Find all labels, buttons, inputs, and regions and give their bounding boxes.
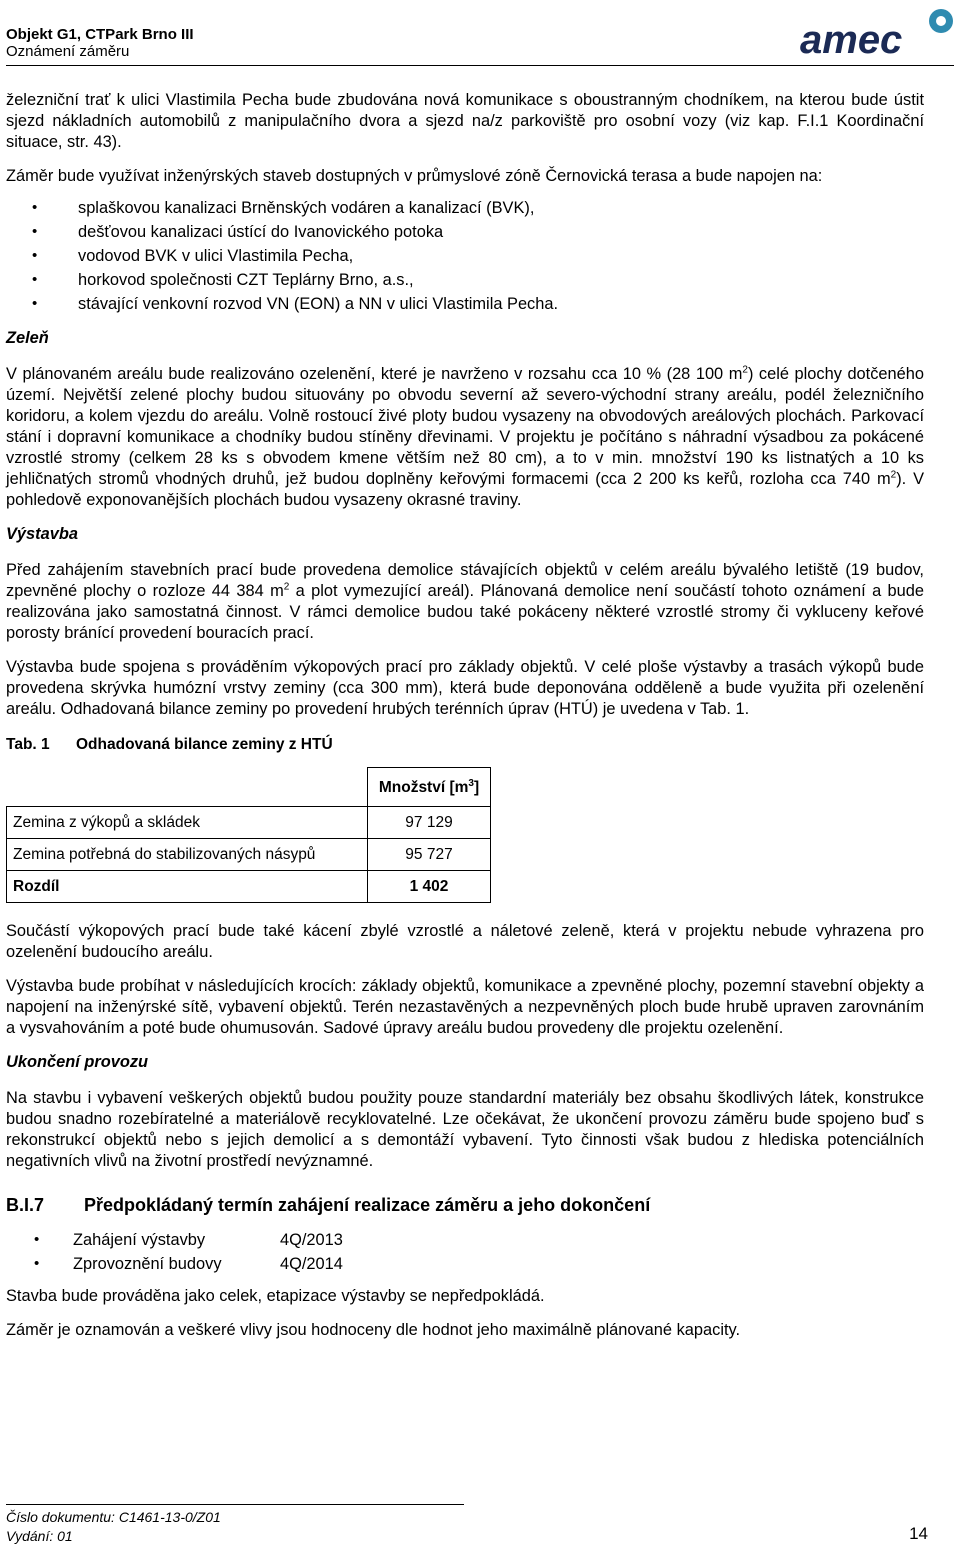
list-item: • Zahájení výstavby 4Q/2013 xyxy=(6,1228,924,1252)
soil-balance-table xyxy=(6,767,491,903)
stage-paragraph: Stavba bude prováděna jako celek, etapizace výstavby se nepředpokládá. xyxy=(6,1287,545,1305)
quantity-header: Množství $[m^3]$ xyxy=(368,768,491,807)
header-divider xyxy=(6,65,954,66)
list-item: • Zprovoznění budovy 4Q/2014 xyxy=(6,1252,924,1276)
page-number: 14 xyxy=(909,1524,928,1543)
end-of-operation-heading: Ukončení provozu xyxy=(6,1053,149,1071)
steps-paragraph: Výstavba bude probíhat v následujících krocích: základy objektů, komunikace a zpevněné plochy, pozemní stavební objekty a napojení na inženýrské sítě, vybavení objektů. Terén nezastavěných a nezpevněných ploch bude hrubě upraven zarovnáním a vysvahováním a poté bude ohumusován. Sadové úpravy areálu budou provedeny dle projektu ozelenění. xyxy=(6,977,924,1037)
document-subtitle: Oznámení záměru xyxy=(6,43,130,60)
table-number: Tab. 1 xyxy=(6,736,50,753)
section-heading xyxy=(6,1194,924,1216)
list-item: • vodovod BVK v ulici Vlastimila Pecha, xyxy=(6,244,924,268)
document-number: Číslo dokumentu: C1461-13-0/Z01 xyxy=(6,1509,221,1525)
page-footer xyxy=(6,1504,954,1546)
table-row: Zemina potřebná do stabilizovaných násypů 95 727 xyxy=(7,839,491,871)
list-item: • dešťovou kanalizaci ústící do Ivanovického potoka xyxy=(6,220,924,244)
list-item: • splaškovou kanalizaci Brněnských vodáren a kanalizací (BVK), xyxy=(6,196,924,220)
felling-paragraph: Součástí výkopových prací bude také kácení zbylé vzrostlé a náletové zeleně, která v projektu nebude vyhrazena pro ozelenění budoucího areálu. xyxy=(6,922,924,961)
construction-heading: Výstavba xyxy=(6,525,78,543)
section-number: B.I.7 xyxy=(6,1195,45,1215)
greenery-heading: Zeleň xyxy=(6,329,49,347)
page-header xyxy=(6,18,956,64)
table-title: Odhadovaná bilance zeminy z HTÚ xyxy=(76,736,333,753)
construction-paragraph-1: Před zahájením stavebních prací bude provedena demolice stávajících objektů v celém areálu bývalého letiště (19 budov, zpevněné plochy o rozloze 44 384 $m^2$ a plot vymezující areál). Plánovaná demolice není součástí tohoto oznámení a bude realizována jako samostatná činnost. V rámci demolice budou také pokáceny některé vzrostlé stromy či vykluceny keřové porosty bránící provedení bouracích prací. xyxy=(6,561,924,642)
section-title: Předpokládaný termín zahájení realizace záměru a jeho dokončení xyxy=(84,1195,651,1215)
greenery-paragraph: V plánovaném areálu bude realizováno ozelenění, které je navrženo v rozsahu cca 10 % (28 100 $m^2$) celé plochy dotčeného území. Největší zelené plochy budou situovány po obvodu severní až severo-východní strany areálu, podél železničního koridoru, a kolem vjezdu do areálu. Volně rostoucí živé ploty budou vysazeny na obvodových areálových plochách. Parkovací stání i dopravní komunikace a chodníky budou stíněny dřevinami. V projektu je počítáno s náhradní výsadbou za pokácené vzrostlé stromy (celkem 28 ks s obvodem kmene větším než 80 cm), a to v min. množství 190 ks listnatých a 10 ks jehličnatých stromů vhodných druhů, jež budou doplněny keřovými formacemi (cca 2 200 ks keřů, rozloha cca 740 $m^2$). V pohledově exponovanějších plochách budou vysazeny okrasné traviny. xyxy=(6,364,925,509)
table-row: Zemina z výkopů a skládek 97 129 xyxy=(7,807,491,839)
edition: Vydání: 01 xyxy=(6,1528,73,1544)
logo-text: amec xyxy=(800,18,903,58)
list-item: • horkovod společnosti CZT Teplárny Brno, a.s., xyxy=(6,268,924,292)
intro-paragraph: železniční trať k ulici Vlastimila Pecha bude zbudována nová komunikace s oboustranným chodníkem, na kterou bude ústit sjezd nákladních automobilů z manipulačního dvora a sjezd na/z parkoviště pro osobní vozy (viz kap. F.I.1 Koordinační situace, str. 43). xyxy=(6,91,924,151)
connection-list xyxy=(6,196,924,316)
footer-divider xyxy=(6,1504,464,1505)
list-item: • stávající venkovní rozvod VN (EON) a NN v ulici Vlastimila Pecha. xyxy=(6,292,924,316)
table-caption xyxy=(6,734,924,755)
table-total-row: Rozdíl 1 402 xyxy=(7,871,491,903)
connection-paragraph: Záměr bude využívat inženýrských staveb dostupných v průmyslové zóně Černovická terasa a bude napojen na: xyxy=(6,167,823,185)
end-of-operation-paragraph: Na stavbu i vybavení veškerých objektů budou použity pouze standardní materiály bez obsahu škodlivých látek, konstrukce budou snadno rozebíratelné a materiálově recyklovatelné. Lze očekávat, že ukončení provozu záměru bude spojeno buď s rekonstrukcí objektů nebo s jejich demolicí a s demontáží vybavení. Tyto činnosti však budou z hlediska potenciálních negativních vlivů na životní prostředí nevýznamné. xyxy=(6,1089,924,1170)
document-title: Objekt G1, CTPark Brno III xyxy=(6,26,194,43)
schedule-list xyxy=(6,1228,924,1276)
amec-logo xyxy=(798,6,956,58)
document-body xyxy=(6,90,924,1354)
table-header-row xyxy=(7,768,491,807)
capacity-paragraph: Záměr je oznamován a veškeré vlivy jsou hodnoceny dle hodnot jeho maximálně plánované kapacity. xyxy=(6,1321,741,1339)
construction-paragraph-2: Výstavba bude spojena s prováděním výkopových prací pro základy objektů. V celé ploše výstavby a trasách výkopů bude provedena skrývka humózní vrstvy zeminy (cca 300 mm), která bude deponována odděleně a bude využita při ozelenění areálu. Odhadovaná bilance zeminy po provedení hrubých terénních úprav (HTÚ) je uvedena v Tab. 1. xyxy=(6,658,924,718)
